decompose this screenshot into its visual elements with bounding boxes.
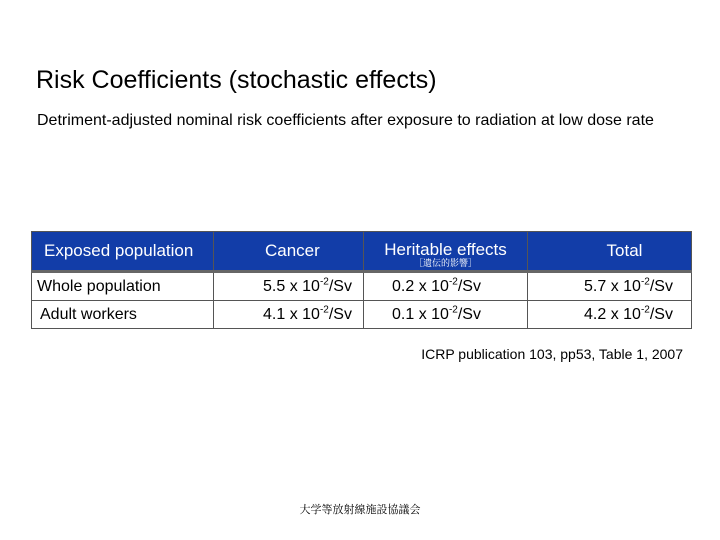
value-unit: /Sv xyxy=(328,277,352,295)
value-unit: /Sv xyxy=(649,277,673,295)
total-value-cell xyxy=(528,272,692,301)
value-base: 0.2 x 10 xyxy=(392,277,449,295)
value-unit: /Sv xyxy=(328,305,352,323)
header-exposed-population: Exposed population xyxy=(32,232,214,272)
heritable-value-cell xyxy=(364,301,528,329)
header-heritable-note: ［遺伝的影響］ xyxy=(413,258,477,268)
value-base: 4.2 x 10 xyxy=(584,305,641,323)
value-base: 0.1 x 10 xyxy=(392,305,449,323)
value-base: 5.5 x 10 xyxy=(263,277,320,295)
value-base: 4.1 x 10 xyxy=(263,305,320,323)
heritable-value-cell xyxy=(364,272,528,301)
header-cancer: Cancer xyxy=(214,232,364,272)
value-exponent: -2 xyxy=(448,304,458,316)
footer-organization: 大学等放射線施設協議会 xyxy=(299,504,421,516)
cancer-value-cell xyxy=(214,272,364,301)
table-row xyxy=(32,272,692,301)
table-header-row xyxy=(32,232,692,272)
value-exponent: -2 xyxy=(640,304,650,316)
row-population-cell: Whole population xyxy=(32,272,214,301)
value-base: 5.7 x 10 xyxy=(584,277,641,295)
value-unit: /Sv xyxy=(457,305,481,323)
value-exponent: -2 xyxy=(448,276,458,288)
citation-text: ICRP publication 103, pp53, Table 1, 2007 xyxy=(421,346,683,362)
total-value-cell xyxy=(528,301,692,329)
risk-coefficients-table xyxy=(31,231,692,329)
value-exponent: -2 xyxy=(319,304,329,316)
slide-subtitle: Detriment-adjusted nominal risk coefficients after exposure to radiation at low dose rate xyxy=(37,112,654,129)
row-population-cell: Adult workers xyxy=(32,301,214,329)
header-heritable-label: Heritable effects xyxy=(384,240,507,259)
cancer-value-cell xyxy=(214,301,364,329)
value-exponent: -2 xyxy=(640,276,650,288)
value-exponent: -2 xyxy=(319,276,329,288)
table-row xyxy=(32,301,692,329)
header-total: Total xyxy=(528,232,692,272)
header-heritable-effects xyxy=(364,232,528,272)
slide-title: Risk Coefficients (stochastic effects) xyxy=(36,66,437,94)
value-unit: /Sv xyxy=(457,277,481,295)
value-unit: /Sv xyxy=(649,305,673,323)
